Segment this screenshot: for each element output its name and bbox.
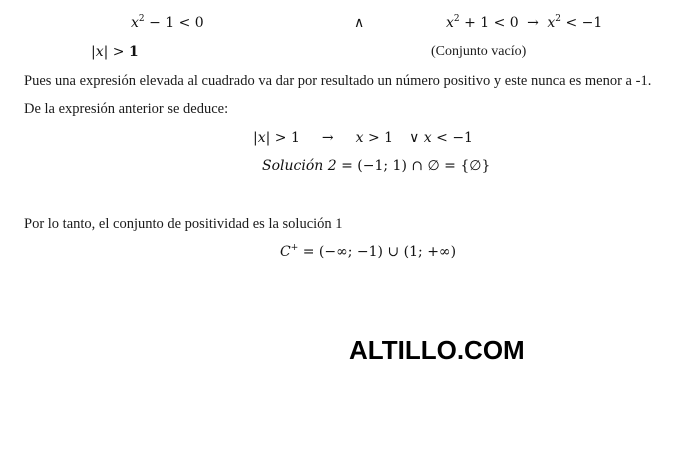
positivity-set-line: C+ = (−∞; −1) ∪ (1; +∞) xyxy=(280,243,457,260)
empty-set-note: (Conjunto vacío) xyxy=(431,44,527,59)
solution-2-line xyxy=(262,159,490,173)
inequality-left-row1: $x^2 - 1 < 0$ xyxy=(131,14,204,31)
inequality-left-row2: |x| > 1 xyxy=(91,44,139,60)
deduction-line: |x| > 1 → x > 1 ∨ x < −1 xyxy=(253,130,473,146)
conclusion-paragraph: Por lo tanto, el conjunto de positividad es la solución 1 xyxy=(24,216,343,232)
inequality-right-row1: $x^2 + 1 < 0 \to x^2 < -1$ xyxy=(446,14,603,31)
site-watermark: ALTILLO.COM xyxy=(349,335,525,365)
deduction-intro: De la expresión anterior se deduce: xyxy=(24,101,229,117)
solution-2-expression: = (−1; 1) ∩ ∅ = {∅} xyxy=(341,158,491,174)
solution-2-label: Solución 2 xyxy=(262,158,337,174)
positivity-set-expression: = (−∞; −1) ∪ (1; +∞) xyxy=(302,244,457,260)
and-connector: ∧ xyxy=(354,15,365,31)
explanation-paragraph: Pues una expresión elevada al cuadrado va dar por resultado un número positivo y este nunca es menor a -1. xyxy=(24,73,652,89)
